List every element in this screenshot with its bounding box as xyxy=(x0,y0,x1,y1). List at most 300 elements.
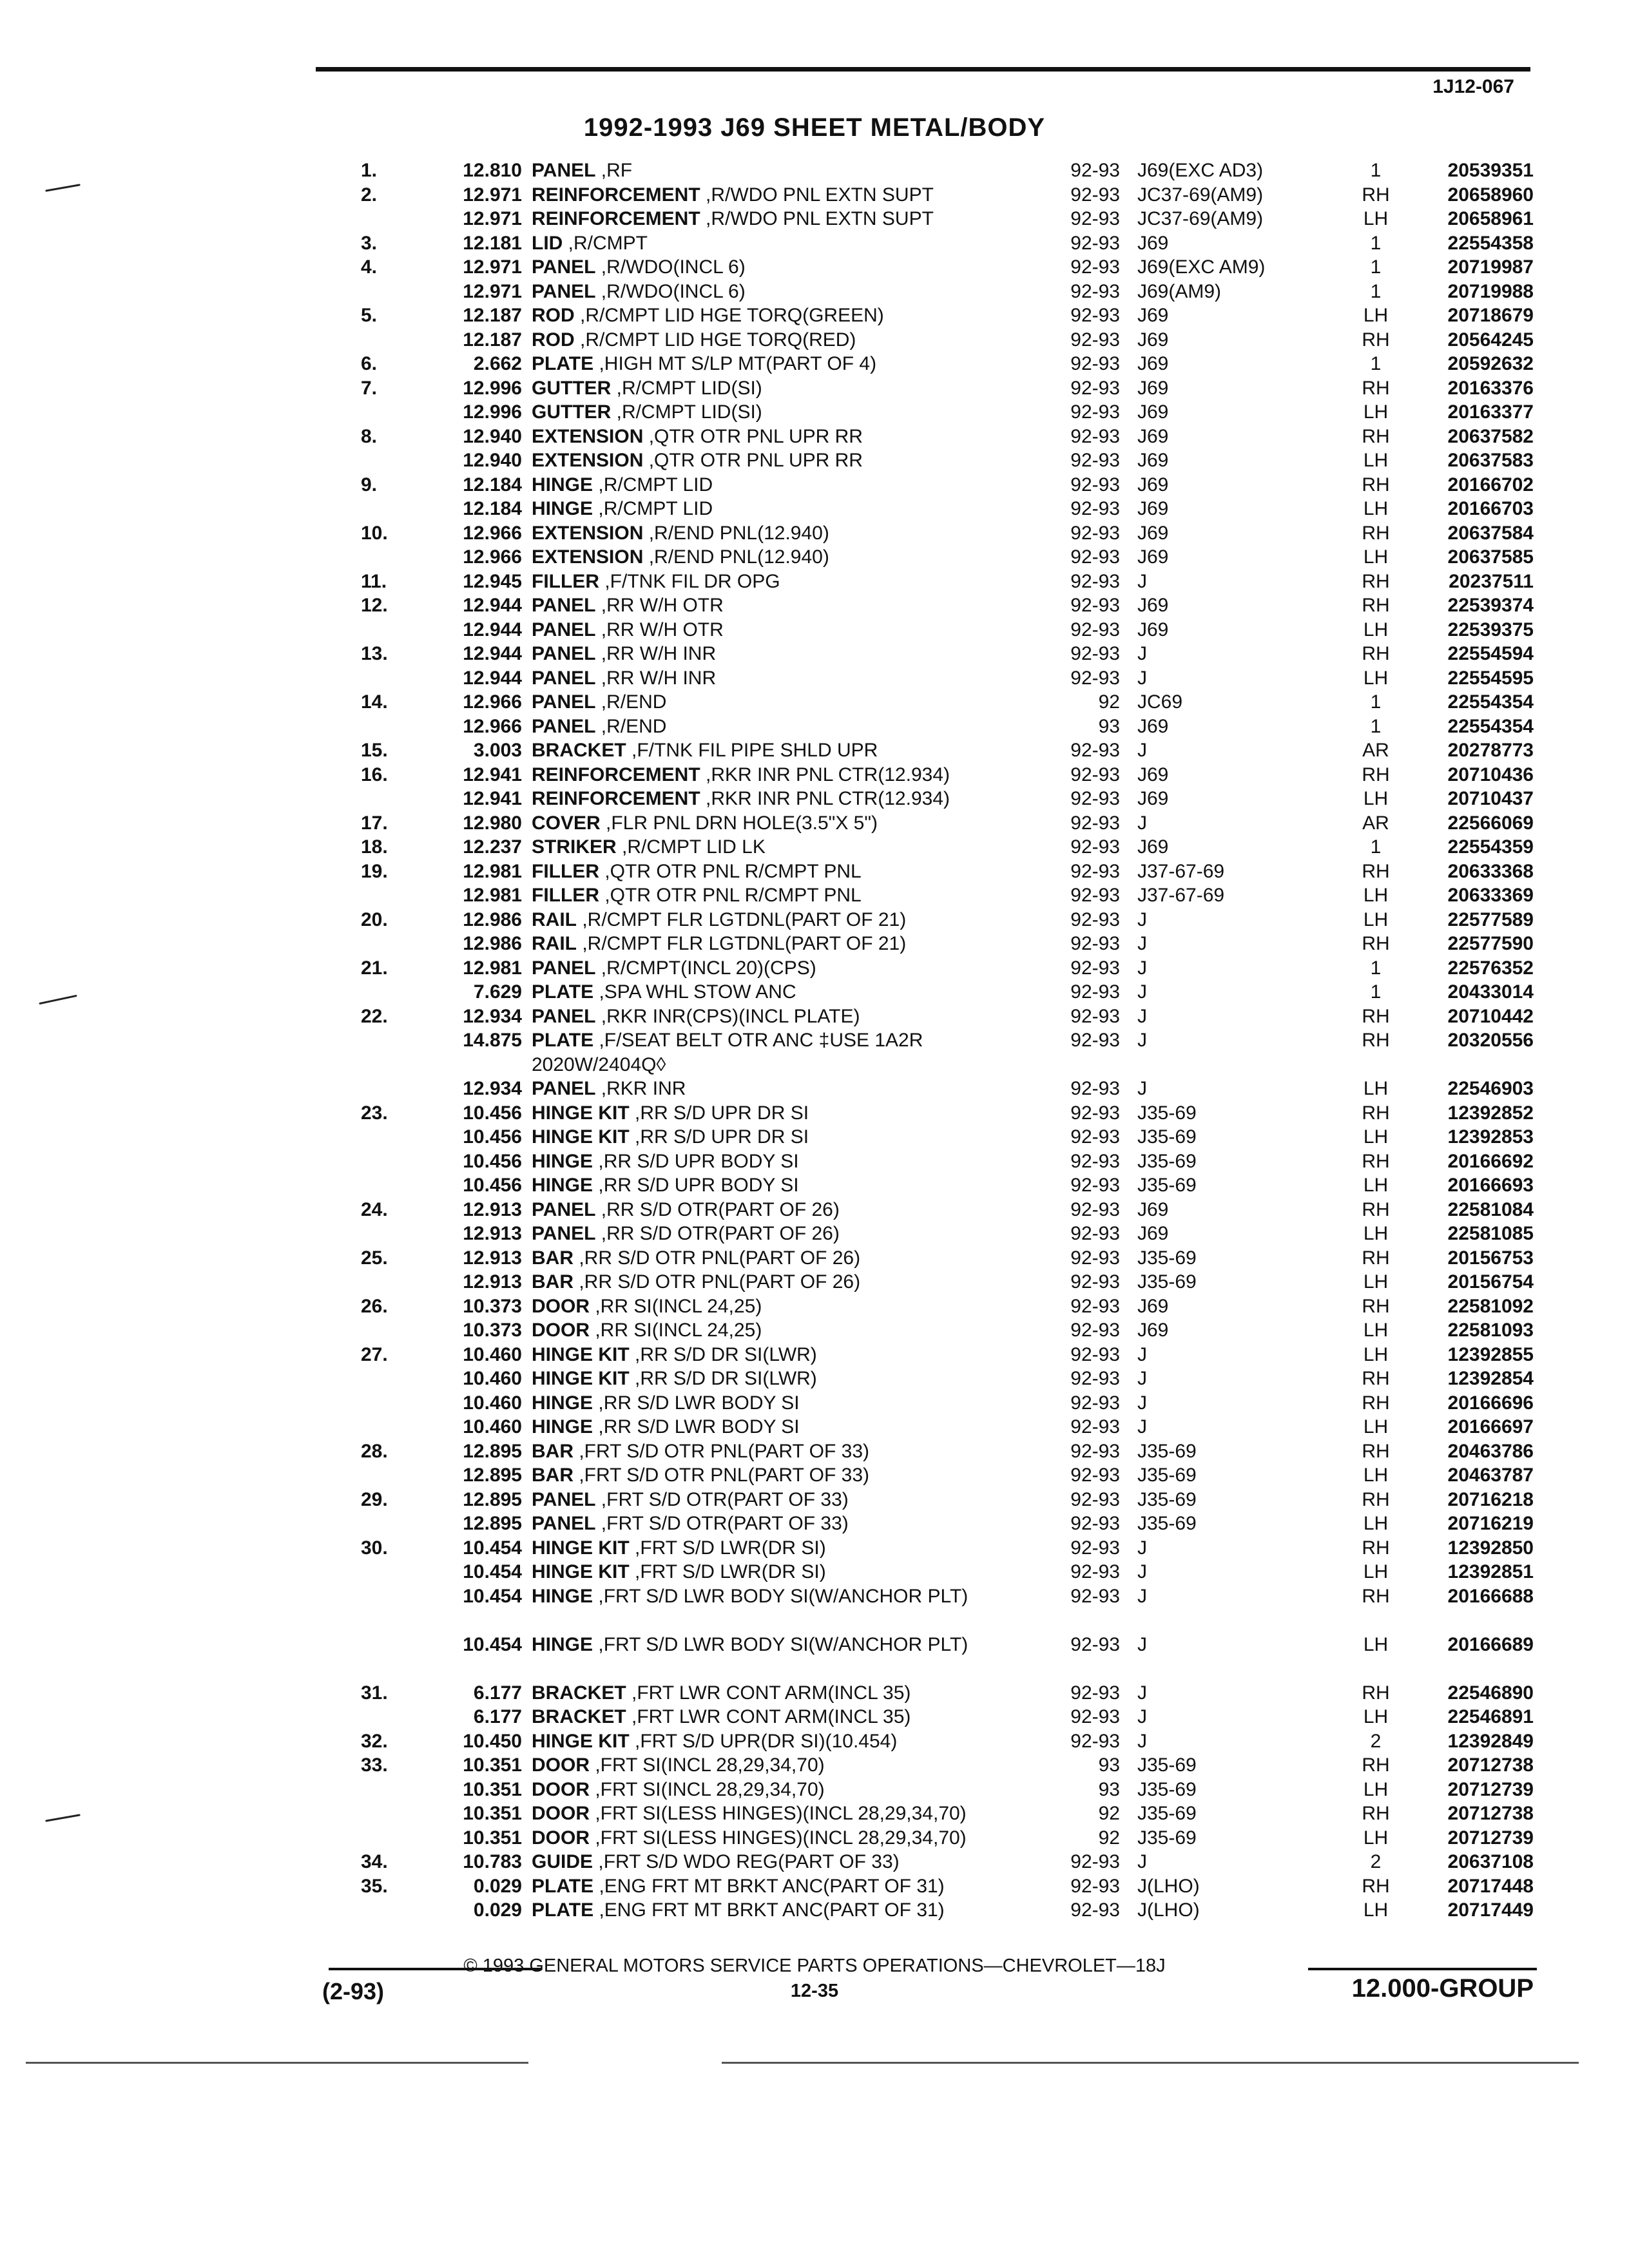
part-description xyxy=(532,715,1047,739)
model-code: J xyxy=(1137,933,1147,954)
part-detail: ,FRT S/D LWR BODY SI(W/ANCHOR PLT) xyxy=(598,1633,969,1655)
model-code: J69(EXC AM9) xyxy=(1137,256,1266,278)
group-number: 10.456 xyxy=(463,1126,522,1148)
model-code: J69 xyxy=(1137,425,1169,447)
part-name: PANEL xyxy=(532,256,596,278)
header-rule xyxy=(316,67,1530,72)
model-years: 92-93 xyxy=(1070,812,1120,834)
model-years: 92-93 xyxy=(1070,619,1120,640)
part-detail: ,FRT S/D LWR(DR SI) xyxy=(635,1561,826,1582)
part-detail: ,RR W/H INR xyxy=(601,667,717,689)
ref-number: 25. xyxy=(361,1247,388,1269)
part-description xyxy=(532,1536,1047,1561)
model-years: 92-93 xyxy=(1070,474,1120,495)
part-description xyxy=(532,400,1047,425)
part-description xyxy=(532,280,1047,304)
part-description xyxy=(532,593,1047,618)
part-name: PANEL xyxy=(532,667,596,689)
part-detail: ,RR SI(INCL 24,25) xyxy=(595,1320,762,1341)
part-number: 20433014 xyxy=(1447,981,1534,1003)
part-number: 22577589 xyxy=(1447,908,1534,930)
model-years: 92-93 xyxy=(1070,1875,1120,1897)
table-row xyxy=(0,1536,1629,1561)
part-detail: ,QTR OTR PNL R/CMPT PNL xyxy=(604,860,862,882)
model-years: 92-93 xyxy=(1070,1465,1120,1486)
part-number: 12392854 xyxy=(1447,1368,1534,1389)
table-row xyxy=(0,352,1629,376)
quantity: LH xyxy=(1363,1633,1389,1655)
table-row xyxy=(0,642,1629,666)
part-number: 22581085 xyxy=(1447,1223,1534,1244)
quantity: LH xyxy=(1363,1778,1389,1800)
ref-number: 23. xyxy=(361,1102,388,1124)
ref-number: 31. xyxy=(361,1682,388,1704)
part-detail: ,RR S/D OTR(PART OF 26) xyxy=(601,1223,840,1244)
model-code: J69 xyxy=(1137,546,1169,568)
quantity: RH xyxy=(1362,1682,1390,1704)
model-years: 92-93 xyxy=(1070,595,1120,616)
part-number: 22546903 xyxy=(1447,1078,1534,1099)
group-number: 10.460 xyxy=(463,1368,522,1389)
model-code: J xyxy=(1137,1030,1147,1051)
ref-number: 8. xyxy=(361,425,378,447)
part-name: EXTENSION xyxy=(532,546,644,568)
table-row xyxy=(0,932,1629,956)
model-code: J xyxy=(1137,1706,1147,1727)
table-row xyxy=(0,860,1629,884)
group-number: 12.895 xyxy=(463,1440,522,1462)
quantity: RH xyxy=(1362,184,1390,206)
model-code: J69 xyxy=(1137,1223,1169,1244)
part-description xyxy=(532,811,1047,836)
part-detail: ,RR S/D UPR DR SI xyxy=(635,1102,809,1124)
part-detail: ,R/WDO PNL EXTN SUPT xyxy=(706,184,934,206)
model-years: 92-93 xyxy=(1070,1561,1120,1582)
table-row xyxy=(0,1294,1629,1319)
part-detail: ,RKR INR PNL CTR(12.934) xyxy=(706,764,950,785)
part-description xyxy=(532,690,1047,715)
part-description xyxy=(532,618,1047,642)
quantity: LH xyxy=(1363,885,1389,906)
group-number: 10.454 xyxy=(463,1633,522,1655)
table-row xyxy=(0,1850,1629,1874)
quantity: RH xyxy=(1362,933,1390,954)
model-code: J xyxy=(1137,1005,1147,1027)
table-row xyxy=(0,1198,1629,1222)
group-label: 12.000-GROUP xyxy=(1351,1974,1534,2003)
part-description xyxy=(532,497,1047,521)
part-detail: ,QTR OTR PNL UPR RR xyxy=(648,450,863,471)
table-row xyxy=(0,376,1629,401)
page-code: 1J12-067 xyxy=(1432,76,1514,97)
table-row xyxy=(0,280,1629,304)
quantity: LH xyxy=(1363,401,1389,423)
model-years: 92-93 xyxy=(1070,498,1120,519)
part-number: 20539351 xyxy=(1447,160,1534,181)
part-name: HINGE KIT xyxy=(532,1730,630,1752)
part-description xyxy=(532,207,1047,231)
model-years: 92-93 xyxy=(1070,1585,1120,1607)
table-row xyxy=(0,1874,1629,1899)
part-name: HINGE KIT xyxy=(532,1126,630,1148)
part-number: 20710436 xyxy=(1447,764,1534,785)
part-name: FILLER xyxy=(532,570,599,592)
model-code: J69 xyxy=(1137,474,1169,495)
part-number: 20166692 xyxy=(1447,1150,1534,1172)
part-number: 22554595 xyxy=(1447,667,1534,689)
quantity: RH xyxy=(1362,1150,1390,1172)
ref-number: 30. xyxy=(361,1537,388,1559)
model-years: 92 xyxy=(1098,1803,1120,1824)
ref-number: 24. xyxy=(361,1198,388,1220)
part-name: REINFORCEMENT xyxy=(532,764,700,785)
ref-number: 4. xyxy=(361,256,378,278)
part-number: 20712739 xyxy=(1447,1827,1534,1849)
model-years: 92-93 xyxy=(1070,546,1120,568)
ref-number: 15. xyxy=(361,740,388,761)
table-row xyxy=(0,1077,1629,1101)
group-number: 10.454 xyxy=(463,1537,522,1559)
part-description xyxy=(532,352,1047,376)
table-row xyxy=(0,618,1629,642)
part-number: 12392853 xyxy=(1447,1126,1534,1148)
table-row xyxy=(0,400,1629,425)
part-name: COVER xyxy=(532,812,601,834)
quantity: LH xyxy=(1363,619,1389,640)
quantity: RH xyxy=(1362,377,1390,399)
part-number: 22554354 xyxy=(1447,715,1534,737)
part-number: 20710442 xyxy=(1447,1005,1534,1027)
model-code: J xyxy=(1137,1730,1147,1752)
model-years: 92-93 xyxy=(1070,667,1120,689)
model-code: J37-67-69 xyxy=(1137,885,1225,906)
part-description xyxy=(532,1149,1047,1174)
model-years: 92-93 xyxy=(1070,860,1120,882)
model-years: 92-93 xyxy=(1070,208,1120,229)
model-code: J69 xyxy=(1137,401,1169,423)
part-name: BAR xyxy=(532,1271,574,1293)
group-number: 12.944 xyxy=(463,667,522,689)
model-code: J xyxy=(1137,570,1147,592)
model-code: J69 xyxy=(1137,788,1169,809)
model-years: 92-93 xyxy=(1070,1150,1120,1172)
page-number: 12-35 xyxy=(790,1981,839,2001)
group-number: 12.913 xyxy=(463,1247,522,1269)
quantity: 2 xyxy=(1370,1730,1382,1752)
table-row xyxy=(0,1729,1629,1754)
table-row xyxy=(0,1028,1629,1077)
part-description xyxy=(532,1318,1047,1343)
part-name: HINGE xyxy=(532,1633,593,1655)
part-name: PANEL xyxy=(532,1198,596,1220)
part-detail: ,R/CMPT xyxy=(568,232,648,254)
part-number: 20712738 xyxy=(1447,1754,1534,1776)
part-name: PANEL xyxy=(532,160,596,181)
part-description xyxy=(532,1488,1047,1512)
part-name: ROD xyxy=(532,305,575,326)
quantity: LH xyxy=(1363,450,1389,471)
quantity: 1 xyxy=(1370,715,1382,737)
part-description xyxy=(532,570,1047,594)
part-description xyxy=(532,666,1047,691)
part-description xyxy=(532,1391,1047,1416)
part-detail: ,FLR PNL DRN HOLE(3.5"X 5") xyxy=(606,812,878,834)
part-detail: ,R/CMPT LID xyxy=(598,498,713,519)
part-number: 20163376 xyxy=(1447,377,1534,399)
ref-number: 16. xyxy=(361,764,388,785)
part-name: HINGE KIT xyxy=(532,1343,630,1365)
table-row xyxy=(0,787,1629,811)
part-detail: ,F/TNK FIL PIPE SHLD UPR xyxy=(631,740,878,761)
model-years: 92-93 xyxy=(1070,1198,1120,1220)
model-years: 92-93 xyxy=(1070,377,1120,399)
part-description xyxy=(532,1198,1047,1222)
table-row xyxy=(0,1633,1629,1681)
part-number: 22581084 xyxy=(1447,1198,1534,1220)
group-number: 12.980 xyxy=(463,812,522,834)
table-row xyxy=(0,448,1629,473)
part-name: EXTENSION xyxy=(532,425,644,447)
part-detail: ,FRT LWR CONT ARM(INCL 35) xyxy=(631,1682,911,1704)
part-name: HINGE xyxy=(532,474,593,495)
part-description xyxy=(532,1705,1047,1729)
table-row xyxy=(0,1802,1629,1826)
ref-number: 10. xyxy=(361,522,388,544)
part-detail: ,F/TNK FIL DR OPG xyxy=(604,570,780,592)
quantity: RH xyxy=(1362,1537,1390,1559)
model-years: 92-93 xyxy=(1070,1368,1120,1389)
part-number: 22539374 xyxy=(1447,595,1534,616)
model-code: J xyxy=(1137,643,1147,664)
model-years: 92-93 xyxy=(1070,184,1120,206)
model-code: J69 xyxy=(1137,1295,1169,1317)
ref-number: 11. xyxy=(361,570,387,592)
model-years: 93 xyxy=(1098,1754,1120,1776)
table-row xyxy=(0,473,1629,497)
model-years: 92-93 xyxy=(1070,764,1120,785)
model-years: 92 xyxy=(1098,691,1120,713)
part-name: PANEL xyxy=(532,595,596,616)
part-name: PLATE xyxy=(532,981,594,1003)
table-row xyxy=(0,231,1629,256)
part-number: 22554359 xyxy=(1447,836,1534,858)
table-row xyxy=(0,1584,1629,1633)
group-number: 12.913 xyxy=(463,1271,522,1293)
table-row xyxy=(0,980,1629,1004)
model-years: 93 xyxy=(1098,1778,1120,1800)
model-code: J69 xyxy=(1137,715,1169,737)
group-number: 12.895 xyxy=(463,1465,522,1486)
group-number: 6.177 xyxy=(473,1706,522,1727)
quantity: RH xyxy=(1362,1030,1390,1051)
part-description xyxy=(532,1463,1047,1488)
part-detail: ,FRT LWR CONT ARM(INCL 35) xyxy=(631,1706,911,1727)
part-description xyxy=(532,183,1047,207)
ref-number: 9. xyxy=(361,474,378,495)
group-number: 12.181 xyxy=(463,232,522,254)
table-row xyxy=(0,570,1629,594)
part-number: 20637585 xyxy=(1447,546,1534,568)
part-description xyxy=(532,908,1047,932)
model-code: J35-69 xyxy=(1137,1827,1197,1849)
part-detail: ,RR W/H INR xyxy=(601,643,717,664)
part-detail: ,RR S/D OTR(PART OF 26) xyxy=(601,1198,840,1220)
ref-number: 13. xyxy=(361,643,388,664)
part-number: 20719988 xyxy=(1447,280,1534,302)
quantity: RH xyxy=(1362,643,1390,664)
table-row xyxy=(0,1101,1629,1126)
part-detail: ,RR W/H OTR xyxy=(601,595,724,616)
part-name: HINGE xyxy=(532,1175,593,1196)
table-row xyxy=(0,908,1629,932)
group-number: 12.966 xyxy=(463,522,522,544)
part-name: EXTENSION xyxy=(532,522,644,544)
quantity: RH xyxy=(1362,570,1390,592)
table-row xyxy=(0,521,1629,546)
part-description xyxy=(532,473,1047,497)
table-row xyxy=(0,1826,1629,1850)
table-row xyxy=(0,593,1629,618)
model-years: 92-93 xyxy=(1070,570,1120,592)
ref-number: 1. xyxy=(361,160,378,181)
group-number: 12.944 xyxy=(463,643,522,664)
part-number: 20156754 xyxy=(1447,1271,1534,1293)
part-name: PANEL xyxy=(532,1223,596,1244)
model-years: 92-93 xyxy=(1070,885,1120,906)
part-detail: ,RR S/D OTR PNL(PART OF 26) xyxy=(579,1247,861,1269)
group-number: 12.971 xyxy=(463,184,522,206)
group-number: 10.783 xyxy=(463,1851,522,1872)
quantity: 1 xyxy=(1370,836,1382,858)
table-row xyxy=(0,1463,1629,1488)
group-number: 12.934 xyxy=(463,1078,522,1099)
part-name: HINGE xyxy=(532,1150,593,1172)
quantity: LH xyxy=(1363,1223,1389,1244)
quantity: RH xyxy=(1362,1585,1390,1607)
group-number: 10.351 xyxy=(463,1803,522,1824)
part-name: PLATE xyxy=(532,1030,594,1051)
part-description xyxy=(532,956,1047,981)
part-detail: ,QTR OTR PNL R/CMPT PNL xyxy=(604,885,862,906)
part-detail: ,RR S/D UPR BODY SI xyxy=(598,1150,799,1172)
part-description xyxy=(532,1681,1047,1706)
part-description xyxy=(532,1753,1047,1778)
part-name: PANEL xyxy=(532,1488,596,1510)
group-number: 12.187 xyxy=(463,305,522,326)
quantity: LH xyxy=(1363,1899,1389,1921)
part-name: REINFORCEMENT xyxy=(532,184,700,206)
group-number: 0.029 xyxy=(473,1899,522,1921)
group-number: 12.184 xyxy=(463,498,522,519)
part-detail: ,R/CMPT FLR LGTDNL(PART OF 21) xyxy=(582,908,907,930)
part-detail: ,FRT S/D OTR(PART OF 33) xyxy=(601,1513,849,1534)
model-code: J(LHO) xyxy=(1137,1899,1200,1921)
part-name: REINFORCEMENT xyxy=(532,788,700,809)
model-code: J69 xyxy=(1137,619,1169,640)
quantity: LH xyxy=(1363,305,1389,326)
part-detail: ,R/CMPT LID xyxy=(598,474,713,495)
quantity: LH xyxy=(1363,1465,1389,1486)
model-years: 92-93 xyxy=(1070,1102,1120,1124)
part-number: 12392852 xyxy=(1447,1102,1534,1124)
part-number: 22554358 xyxy=(1447,232,1534,254)
part-description xyxy=(532,231,1047,256)
group-number: 12.940 xyxy=(463,425,522,447)
table-row xyxy=(0,811,1629,836)
group-number: 14.875 xyxy=(463,1030,522,1051)
quantity: RH xyxy=(1362,764,1390,785)
part-name: DOOR xyxy=(532,1295,590,1317)
part-name: HINGE xyxy=(532,1585,593,1607)
model-years: 92-93 xyxy=(1070,1633,1120,1655)
part-number: 20592632 xyxy=(1447,353,1534,374)
ref-number: 6. xyxy=(361,353,378,374)
part-description xyxy=(532,1415,1047,1439)
part-name: PANEL xyxy=(532,1078,596,1099)
part-detail: ,RR SI(INCL 24,25) xyxy=(595,1295,762,1317)
table-row xyxy=(0,425,1629,449)
part-name: GUTTER xyxy=(532,377,612,399)
model-years: 92 xyxy=(1098,1827,1120,1849)
part-description xyxy=(532,787,1047,811)
part-name: BAR xyxy=(532,1440,574,1462)
part-detail: ,RR S/D DR SI(LWR) xyxy=(635,1368,817,1389)
ref-number: 27. xyxy=(361,1343,388,1365)
part-name: FILLER xyxy=(532,860,599,882)
table-row xyxy=(0,545,1629,570)
part-description xyxy=(532,1222,1047,1246)
model-years: 92-93 xyxy=(1070,1247,1120,1269)
ref-number: 2. xyxy=(361,184,378,206)
model-years: 92-93 xyxy=(1070,836,1120,858)
group-number: 12.986 xyxy=(463,933,522,954)
quantity: RH xyxy=(1362,1368,1390,1389)
part-name: REINFORCEMENT xyxy=(532,208,700,229)
part-description xyxy=(532,1367,1047,1391)
quantity: RH xyxy=(1362,595,1390,616)
part-number: 20716218 xyxy=(1447,1488,1534,1510)
part-detail: ,RR S/D UPR BODY SI xyxy=(598,1175,799,1196)
table-row xyxy=(0,1318,1629,1343)
group-number: 12.981 xyxy=(463,885,522,906)
model-code: J69 xyxy=(1137,450,1169,471)
part-number: 22539375 xyxy=(1447,619,1534,640)
part-name: BRACKET xyxy=(532,1706,626,1727)
model-years: 92-93 xyxy=(1070,1320,1120,1341)
model-code: J35-69 xyxy=(1137,1247,1197,1269)
model-code: J xyxy=(1137,812,1147,834)
model-years: 92-93 xyxy=(1070,1223,1120,1244)
group-number: 10.454 xyxy=(463,1561,522,1582)
table-row xyxy=(0,1705,1629,1729)
model-years: 92-93 xyxy=(1070,353,1120,374)
model-code: J35-69 xyxy=(1137,1271,1197,1293)
part-description xyxy=(532,328,1047,352)
model-years: 92-93 xyxy=(1070,522,1120,544)
model-code: J69 xyxy=(1137,232,1169,254)
model-years: 92-93 xyxy=(1070,1030,1120,1051)
model-code: J69 xyxy=(1137,836,1169,858)
part-detail: ,ENG FRT MT BRKT ANC(PART OF 31) xyxy=(599,1875,945,1897)
model-years: 92-93 xyxy=(1070,329,1120,351)
part-number: 22566069 xyxy=(1447,812,1534,834)
table-row xyxy=(0,763,1629,787)
part-detail: ,FRT S/D LWR(DR SI) xyxy=(635,1537,826,1559)
group-number: 7.629 xyxy=(473,981,522,1003)
part-number: 20463787 xyxy=(1447,1465,1534,1486)
model-code: J69 xyxy=(1137,1198,1169,1220)
part-name: PANEL xyxy=(532,1513,596,1534)
